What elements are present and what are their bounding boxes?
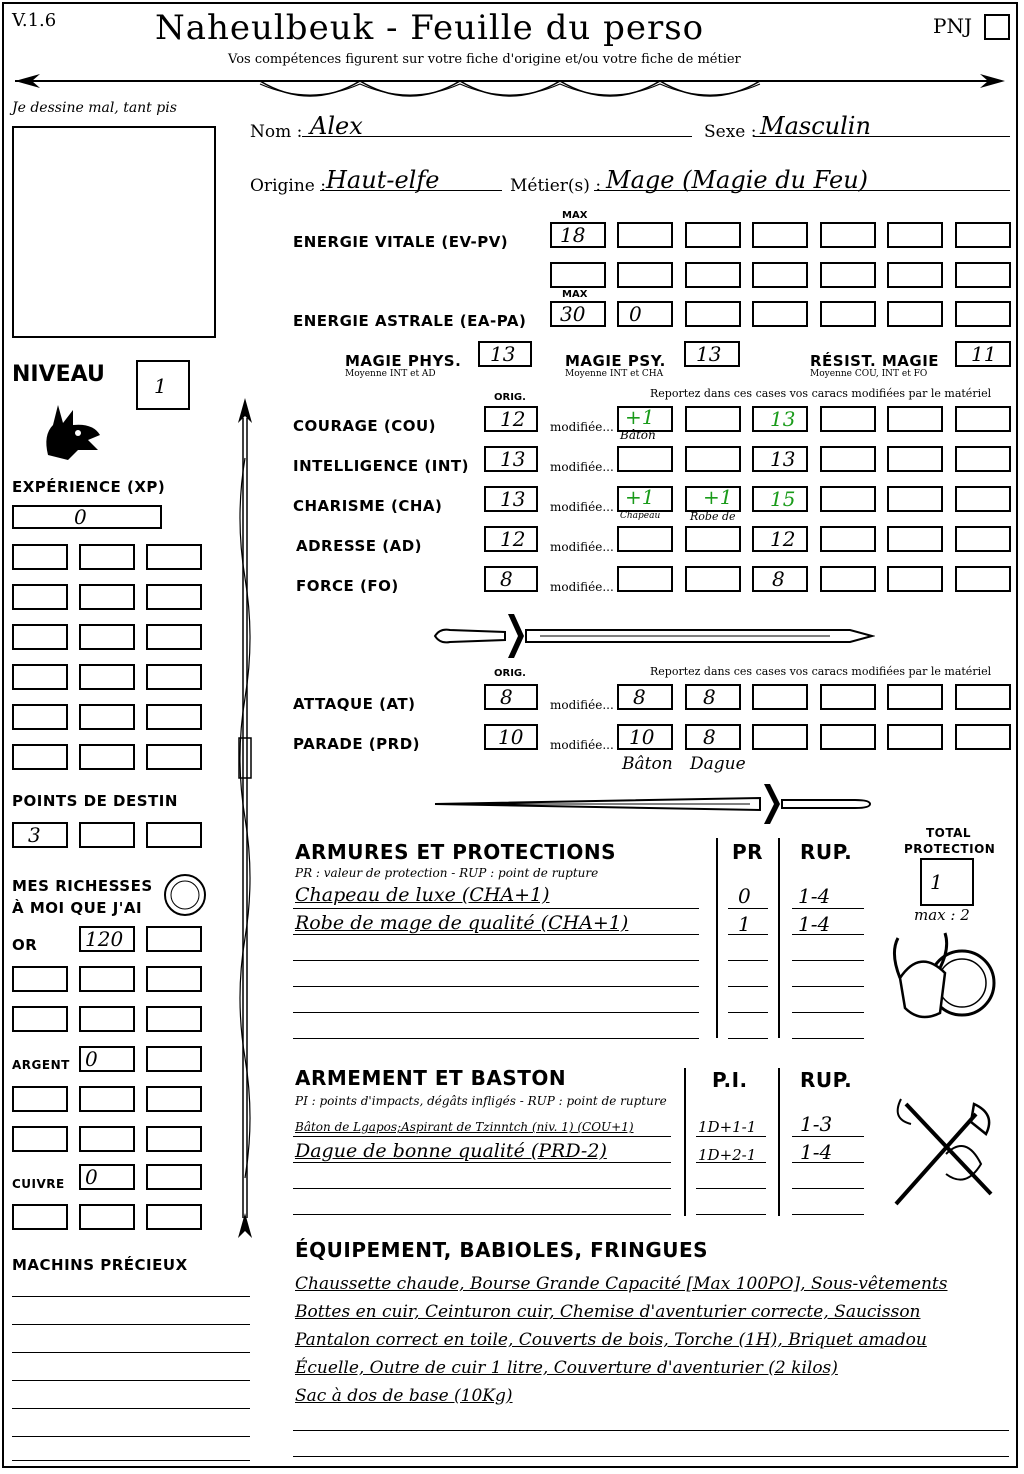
at-box[interactable]	[820, 684, 876, 710]
equipement-line[interactable]: Sac à dos de base (10Kg)	[295, 1386, 513, 1406]
fo-box[interactable]	[820, 566, 876, 592]
or-box[interactable]	[12, 966, 68, 992]
arme-rup-line[interactable]	[792, 1162, 864, 1163]
destin-box[interactable]	[12, 822, 68, 848]
cuivre-box[interactable]	[12, 1204, 68, 1230]
or-value: 120	[85, 927, 124, 951]
cha-mod1-note: Chapeau	[620, 511, 661, 521]
int-final-value: 13	[770, 447, 796, 471]
int-box[interactable]	[955, 446, 1011, 472]
fo-mod-box[interactable]	[617, 566, 673, 592]
nom-value[interactable]: Alex	[310, 112, 363, 140]
prd-v1-value: 10	[629, 725, 655, 749]
metier-line	[594, 190, 1010, 191]
ea-max-label: MAX	[562, 289, 588, 300]
xp-value: 0	[74, 505, 87, 529]
argent-box[interactable]	[12, 1126, 68, 1152]
origine-value[interactable]: Haut-elfe	[326, 166, 440, 194]
crossed-weapons-icon	[886, 1094, 1006, 1214]
argent-box[interactable]	[79, 1046, 135, 1072]
prd-mod-label: modifiée...	[550, 738, 614, 752]
armure-line[interactable]	[293, 1038, 699, 1039]
fo-mod-label: modifiée...	[550, 580, 614, 594]
armure-rup-line[interactable]	[792, 960, 864, 961]
arme-line[interactable]	[293, 1136, 671, 1137]
armure-line[interactable]	[293, 908, 699, 909]
staff-icon	[230, 398, 260, 1238]
arme-line[interactable]	[293, 1214, 671, 1215]
armure-rup-line[interactable]	[792, 908, 864, 909]
armement-col-pi: P.I.	[712, 1068, 748, 1092]
or-box[interactable]	[79, 926, 135, 952]
ad-mod-label: modifiée...	[550, 540, 614, 554]
cha-mod-box[interactable]	[617, 486, 673, 512]
int-mod-box[interactable]	[685, 446, 741, 472]
cou-mod-label: modifiée...	[550, 420, 614, 434]
ev-box[interactable]	[752, 262, 808, 288]
xp-box[interactable]	[12, 505, 162, 529]
xp-grid-box[interactable]	[12, 624, 68, 650]
ev-box[interactable]	[617, 222, 673, 248]
armement-sub: PI : points d'impacts, dégâts infligés - RUP : point de rupture	[295, 1094, 667, 1108]
origine-line	[320, 190, 502, 191]
ev-box[interactable]	[550, 222, 606, 248]
prd-box[interactable]	[820, 724, 876, 750]
prd-box[interactable]	[887, 724, 943, 750]
argent-box[interactable]	[12, 1086, 68, 1112]
xp-grid-box[interactable]	[146, 544, 202, 570]
equipement-line[interactable]: Écuelle, Outre de cuir 1 litre, Couverture d'aventurier (2 kilos)	[295, 1358, 838, 1378]
caracs-report-note: Reportez dans ces cases vos caracs modifiées par le matériel	[650, 387, 992, 400]
cou-orig-value: 12	[500, 407, 526, 431]
equipement-blank-line[interactable]	[293, 1430, 1009, 1431]
ea-box[interactable]	[685, 301, 741, 327]
armement-divider	[778, 1068, 780, 1216]
cou-box[interactable]	[955, 406, 1011, 432]
xp-grid-box[interactable]	[79, 544, 135, 570]
total-protection-label-1: TOTAL	[926, 826, 972, 840]
ad-box[interactable]	[820, 526, 876, 552]
machins-label: MACHINS PRÉCIEUX	[12, 1256, 188, 1274]
caracs-orig-label: ORIG.	[494, 392, 526, 403]
xp-grid-box[interactable]	[146, 744, 202, 770]
int-final-box[interactable]	[752, 446, 808, 472]
page-title: Naheulbeuk - Feuille du perso	[155, 8, 705, 48]
machins-line[interactable]	[12, 1460, 250, 1461]
armure-rup-line[interactable]	[792, 1012, 864, 1013]
arme-rup-line[interactable]	[792, 1214, 864, 1215]
armures-divider	[778, 838, 780, 1038]
magie-psy-value: 13	[696, 342, 722, 366]
page-subtitle: Vos compétences figurent sur votre fiche d'origine et/ou votre fiche de métier	[228, 52, 741, 67]
armure-rup-line[interactable]	[792, 986, 864, 987]
cou-mod1-note: Bâton	[620, 428, 656, 442]
argent-box[interactable]	[79, 1086, 135, 1112]
pnj-label: PNJ	[933, 14, 972, 38]
arme-row-pi[interactable]: 1D+1-1	[698, 1118, 757, 1136]
version-label: V.1.6	[12, 10, 57, 31]
xp-grid-box[interactable]	[146, 584, 202, 610]
ad-final-value: 12	[770, 527, 796, 551]
cuivre-box[interactable]	[79, 1204, 135, 1230]
prd-v2-value: 8	[703, 725, 716, 749]
fo-final-value: 8	[772, 567, 785, 591]
xp-grid-box[interactable]	[146, 624, 202, 650]
cha-mod-box[interactable]	[685, 486, 741, 512]
ad-mod-box[interactable]	[617, 526, 673, 552]
int-label: INTELLIGENCE (INT)	[293, 457, 469, 475]
niveau-label: NIVEAU	[12, 362, 105, 387]
or-box[interactable]	[146, 1006, 202, 1032]
ad-orig-box[interactable]	[484, 526, 538, 552]
at-orig-value: 8	[500, 685, 513, 709]
argent-label: ARGENT	[12, 1058, 70, 1072]
helmet-shield-icon	[890, 928, 1000, 1033]
ad-box[interactable]	[955, 526, 1011, 552]
at-box[interactable]	[685, 684, 741, 710]
armures-col-pr: PR	[732, 840, 764, 864]
prd-box[interactable]	[685, 724, 741, 750]
cuivre-value: 0	[85, 1165, 98, 1189]
armure-line[interactable]	[293, 986, 699, 987]
equipement-title: ÉQUIPEMENT, BABIOLES, FRINGUES	[295, 1238, 709, 1262]
ev-max-value: 18	[560, 223, 586, 247]
resist-magie-value: 11	[971, 342, 997, 366]
armure-row-name[interactable]: Chapeau de luxe (CHA+1)	[295, 884, 550, 906]
ev-box[interactable]	[887, 222, 943, 248]
xp-grid-box[interactable]	[146, 664, 202, 690]
fo-mod-box[interactable]	[685, 566, 741, 592]
richesses-label-2: À MOI QUE J'AI	[12, 899, 143, 917]
prd-orig-box[interactable]	[484, 724, 538, 750]
at-box[interactable]	[617, 684, 673, 710]
at-box[interactable]	[887, 684, 943, 710]
fo-label: FORCE (FO)	[296, 577, 399, 595]
combat-note-2: Dague	[690, 754, 746, 774]
arme-rup-line[interactable]	[792, 1188, 864, 1189]
fo-final-box[interactable]	[752, 566, 808, 592]
sexe-label: Sexe :	[704, 122, 757, 142]
int-box[interactable]	[887, 446, 943, 472]
destin-box[interactable]	[146, 822, 202, 848]
cuivre-label: CUIVRE	[12, 1177, 65, 1191]
argent-box[interactable]	[146, 1086, 202, 1112]
ev-box[interactable]	[955, 262, 1011, 288]
or-box[interactable]	[146, 926, 202, 952]
or-label: OR	[12, 936, 38, 954]
ev-box[interactable]	[820, 262, 876, 288]
machins-line[interactable]	[12, 1380, 250, 1381]
magie-psy-label: MAGIE PSY.	[565, 352, 666, 370]
arme-pi-line[interactable]	[696, 1188, 766, 1189]
at-mod-label: modifiée...	[550, 698, 614, 712]
argent-value: 0	[85, 1047, 98, 1071]
argent-box[interactable]	[146, 1046, 202, 1072]
armure-line[interactable]	[293, 1012, 699, 1013]
prd-box[interactable]	[617, 724, 673, 750]
xp-grid-box[interactable]	[79, 664, 135, 690]
xp-grid-box[interactable]	[79, 704, 135, 730]
nom-line	[302, 136, 692, 137]
ea-box[interactable]	[617, 301, 673, 327]
ev-box[interactable]	[752, 222, 808, 248]
arme-line[interactable]	[293, 1188, 671, 1189]
cha-box[interactable]	[820, 486, 876, 512]
combat-orig-label: ORIG.	[494, 668, 526, 679]
arme-row-name[interactable]: Dague de bonne qualité (PRD-2)	[295, 1140, 607, 1162]
prd-label: PARADE (PRD)	[293, 735, 421, 753]
resist-magie-sub: Moyenne COU, INT et FO	[810, 369, 928, 379]
cha-orig-box[interactable]	[484, 486, 538, 512]
armures-title: ARMURES ET PROTECTIONS	[295, 840, 616, 864]
int-orig-box[interactable]	[484, 446, 538, 472]
portrait-box[interactable]	[12, 126, 216, 338]
magie-phys-value: 13	[490, 342, 516, 366]
destin-label: POINTS DE DESTIN	[12, 792, 178, 810]
arme-row-name[interactable]: Bâton de Lgapos;Aspirant de Tzinntch (niv. 1) (COU+1)	[295, 1120, 634, 1134]
arme-pi-line[interactable]	[696, 1162, 766, 1163]
prd-orig-value: 10	[498, 725, 524, 749]
ad-orig-value: 12	[500, 527, 526, 551]
combat-report-note: Reportez dans ces cases vos caracs modifiées par le matériel	[650, 665, 992, 678]
equipement-blank-line[interactable]	[293, 1456, 1009, 1457]
armures-sub: PR : valeur de protection - RUP : point de rupture	[295, 866, 599, 880]
argent-box[interactable]	[79, 1126, 135, 1152]
armure-row-rup[interactable]: 1-4	[798, 912, 831, 936]
armure-row-pr[interactable]: 0	[738, 884, 751, 908]
xp-grid-box[interactable]	[146, 704, 202, 730]
destin-value: 3	[28, 823, 41, 847]
cou-box[interactable]	[887, 406, 943, 432]
ea-label: ENERGIE ASTRALE (EA-PA)	[293, 312, 527, 330]
equipement-line[interactable]: Bottes en cuir, Ceinturon cuir, Chemise d'aventurier correcte, Saucisson	[295, 1302, 921, 1322]
xp-grid-box[interactable]	[79, 744, 135, 770]
niveau-box[interactable]	[136, 360, 190, 410]
cou-box[interactable]	[820, 406, 876, 432]
cha-mod2-note: Robe de	[690, 510, 736, 523]
armure-rup-line[interactable]	[792, 934, 864, 935]
at-v2-value: 8	[703, 685, 716, 709]
machins-line[interactable]	[12, 1408, 250, 1409]
arme-row-rup[interactable]: 1-3	[800, 1112, 833, 1136]
ea-max-value: 30	[560, 302, 586, 326]
prd-box[interactable]	[752, 724, 808, 750]
sword-icon	[430, 612, 875, 660]
xp-grid-box[interactable]	[12, 584, 68, 610]
xp-grid-box[interactable]	[12, 544, 68, 570]
arme-pi-line[interactable]	[696, 1136, 766, 1137]
ev-label: ENERGIE VITALE (EV-PV)	[293, 233, 509, 251]
fo-box[interactable]	[955, 566, 1011, 592]
ev-box[interactable]	[820, 222, 876, 248]
ad-mod-box[interactable]	[685, 526, 741, 552]
destin-box[interactable]	[79, 822, 135, 848]
resist-magie-box[interactable]	[955, 341, 1011, 367]
armure-pr-line[interactable]	[728, 986, 768, 987]
armure-pr-line[interactable]	[728, 1038, 768, 1039]
armement-col-rup: RUP.	[800, 1068, 853, 1092]
ad-final-box[interactable]	[752, 526, 808, 552]
coin-icon	[162, 872, 208, 918]
at-box[interactable]	[955, 684, 1011, 710]
cou-final-box[interactable]	[752, 406, 808, 432]
armement-title: ARMEMENT ET BASTON	[295, 1066, 567, 1090]
cuivre-box[interactable]	[146, 1204, 202, 1230]
ea-box[interactable]	[752, 301, 808, 327]
int-box[interactable]	[820, 446, 876, 472]
int-mod-label: modifiée...	[550, 460, 614, 474]
fo-orig-value: 8	[500, 567, 513, 591]
or-box[interactable]	[146, 966, 202, 992]
magie-psy-sub: Moyenne INT et CHA	[565, 369, 664, 379]
total-protection-label-2: PROTECTION	[904, 842, 996, 856]
cuivre-box[interactable]	[146, 1164, 202, 1190]
armure-pr-line[interactable]	[728, 934, 768, 935]
armure-row-pr[interactable]: 1	[738, 912, 751, 936]
total-protection-box[interactable]	[920, 858, 974, 906]
richesses-label-1: MES RICHESSES	[12, 877, 153, 895]
arme-row-rup[interactable]: 1-4	[800, 1140, 833, 1164]
int-orig-value: 13	[500, 447, 526, 471]
argent-box[interactable]	[146, 1126, 202, 1152]
arme-row-pi[interactable]: 1D+2-1	[698, 1146, 757, 1164]
nom-label: Nom :	[250, 122, 303, 142]
prd-box[interactable]	[955, 724, 1011, 750]
ev-box[interactable]	[617, 262, 673, 288]
ea-box[interactable]	[820, 301, 876, 327]
fo-box[interactable]	[887, 566, 943, 592]
ev-box[interactable]	[887, 262, 943, 288]
cou-orig-box[interactable]	[484, 406, 538, 432]
armure-rup-line[interactable]	[792, 1038, 864, 1039]
equipement-line[interactable]: Pantalon correct en toile, Couverts de bois, Torche (1H), Briquet amadou	[295, 1330, 927, 1350]
ea-box[interactable]	[550, 301, 606, 327]
equipement-line[interactable]: Chaussette chaude, Bourse Grande Capacité [Max 100PO], Sous-vêtements	[295, 1274, 948, 1294]
armure-pr-line[interactable]	[728, 1012, 768, 1013]
ea-box[interactable]	[955, 301, 1011, 327]
cha-mod-label: modifiée...	[550, 500, 614, 514]
armure-pr-line[interactable]	[728, 908, 768, 909]
arme-pi-line[interactable]	[696, 1214, 766, 1215]
metier-label: Métier(s) :	[510, 176, 602, 196]
armures-col-rup: RUP.	[800, 840, 853, 864]
cha-mod1-value: +1	[625, 485, 655, 509]
at-v1-value: 8	[633, 685, 646, 709]
dragon-head-icon	[38, 395, 108, 465]
sexe-line	[754, 136, 1010, 137]
fo-orig-box[interactable]	[484, 566, 538, 592]
armure-row-rup[interactable]: 1-4	[798, 884, 831, 908]
cha-orig-value: 13	[500, 487, 526, 511]
armement-divider	[684, 1068, 686, 1216]
cha-mod2-value: +1	[703, 485, 733, 509]
at-orig-box[interactable]	[484, 684, 538, 710]
ev-box[interactable]	[685, 222, 741, 248]
magie-psy-box[interactable]	[684, 341, 740, 367]
armure-line[interactable]	[293, 934, 699, 935]
at-label: ATTAQUE (AT)	[293, 695, 416, 713]
metier-value[interactable]: Mage (Magie du Feu)	[606, 166, 869, 194]
machins-line[interactable]	[12, 1436, 250, 1437]
ev-max-label: MAX	[562, 210, 588, 221]
machins-line[interactable]	[12, 1352, 250, 1353]
ev-box[interactable]	[685, 262, 741, 288]
origine-label: Origine :	[250, 176, 326, 196]
xp-grid-box[interactable]	[12, 704, 68, 730]
niveau-value: 1	[154, 374, 167, 398]
portrait-caption: Je dessine mal, tant pis	[12, 100, 177, 116]
cha-final-box[interactable]	[752, 486, 808, 512]
total-protection-max: max : 2	[914, 906, 970, 924]
machins-line[interactable]	[12, 1296, 250, 1297]
cuivre-box[interactable]	[79, 1164, 135, 1190]
ev-box[interactable]	[955, 222, 1011, 248]
ad-box[interactable]	[887, 526, 943, 552]
cha-box[interactable]	[955, 486, 1011, 512]
machins-line[interactable]	[12, 1324, 250, 1325]
arme-line[interactable]	[293, 1162, 671, 1163]
cha-final-value: 15	[770, 487, 796, 511]
pnj-checkbox[interactable]	[984, 14, 1010, 40]
xp-grid-box[interactable]	[12, 664, 68, 690]
magie-phys-label: MAGIE PHYS.	[345, 352, 462, 370]
ea-current-value: 0	[629, 302, 642, 326]
cou-mod1-value: +1	[625, 405, 655, 429]
magie-phys-box[interactable]	[478, 341, 532, 367]
armure-row-name[interactable]: Robe de mage de qualité (CHA+1)	[295, 912, 629, 934]
arme-rup-line[interactable]	[792, 1136, 864, 1137]
or-box[interactable]	[12, 1006, 68, 1032]
at-box[interactable]	[752, 684, 808, 710]
xp-label: EXPÉRIENCE (XP)	[12, 478, 166, 496]
cha-label: CHARISME (CHA)	[293, 497, 443, 515]
int-mod-box[interactable]	[617, 446, 673, 472]
cou-final-value: 13	[770, 407, 796, 431]
ea-box[interactable]	[887, 301, 943, 327]
cou-mod-box[interactable]	[685, 406, 741, 432]
or-box[interactable]	[79, 966, 135, 992]
armure-pr-line[interactable]	[728, 960, 768, 961]
combat-note-1: Bâton	[622, 754, 673, 774]
xp-grid-box[interactable]	[79, 624, 135, 650]
total-protection-value: 1	[930, 870, 943, 894]
magie-phys-sub: Moyenne INT et AD	[345, 369, 436, 379]
sexe-value[interactable]: Masculin	[760, 112, 871, 140]
armure-line[interactable]	[293, 960, 699, 961]
armures-divider	[716, 838, 718, 1038]
cha-box[interactable]	[887, 486, 943, 512]
resist-magie-label: RÉSIST. MAGIE	[810, 352, 940, 370]
sword-icon	[430, 780, 875, 828]
xp-grid-box[interactable]	[79, 584, 135, 610]
cou-label: COURAGE (COU)	[293, 417, 437, 435]
xp-grid-box[interactable]	[12, 744, 68, 770]
or-box[interactable]	[79, 1006, 135, 1032]
ad-label: ADRESSE (AD)	[296, 537, 423, 555]
ev-box[interactable]	[550, 262, 606, 288]
